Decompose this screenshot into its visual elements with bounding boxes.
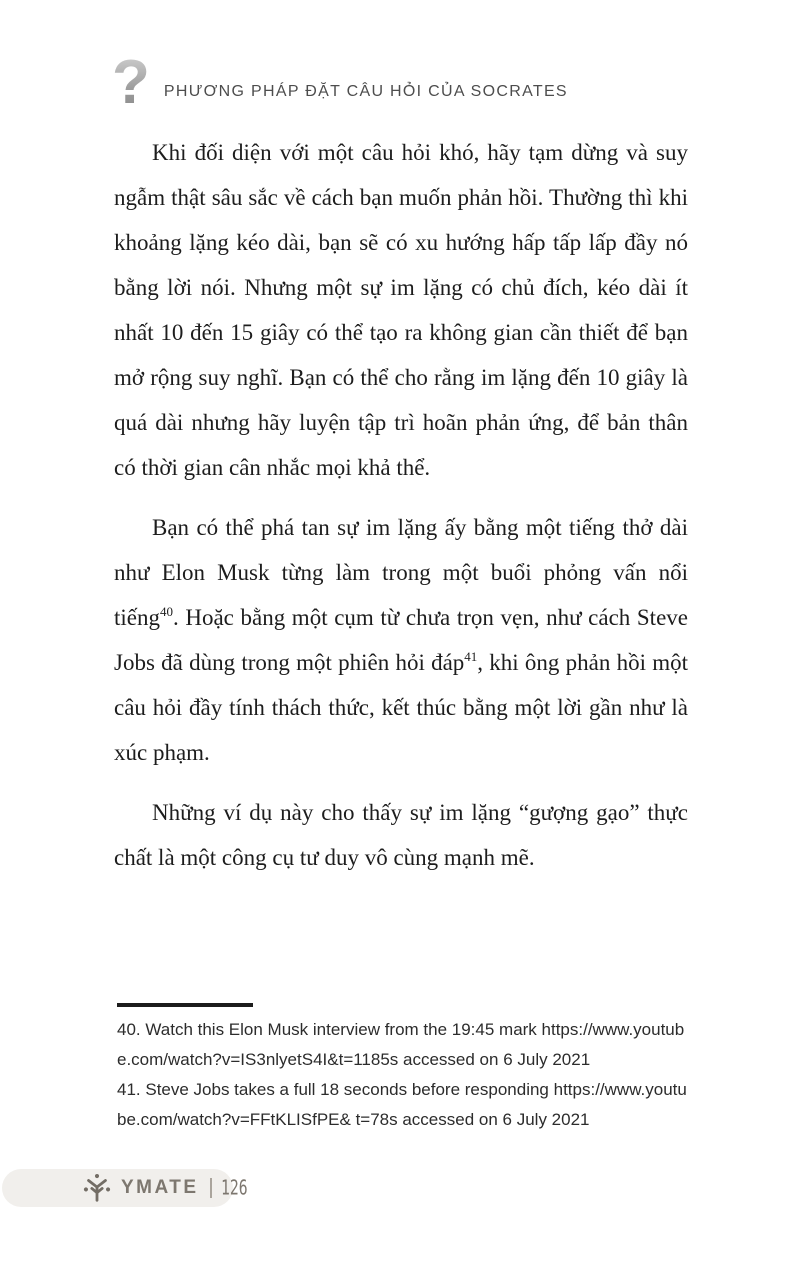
footnote-ref-40: 40 <box>160 604 173 619</box>
paragraph-2-text: , khi ông phản hồi một câu hỏi đầy tính thách thức, kết thúc bằng một lời gần như là xúc phạm. <box>114 650 688 765</box>
paragraph-2 <box>114 505 688 775</box>
ymate-logo-icon <box>82 1173 112 1203</box>
footer-divider <box>210 1178 212 1198</box>
footnotes-section <box>117 1003 692 1135</box>
footer-content <box>82 1173 253 1203</box>
paragraph-2-text: . Hoặc bằng một cụm từ chưa trọn vẹn, như cách Steve Jobs đã dùng trong một phiên hỏi đáp <box>114 605 688 675</box>
paragraph-3 <box>114 790 688 880</box>
chapter-title: PHƯƠNG PHÁP ĐẶT CÂU HỎI CỦA SOCRATES <box>163 83 568 100</box>
paragraph-1-text: Khi đối diện với một câu hỏi khó, hãy tạm dừng và suy ngẫm thật sâu sắc về cách bạn muốn phản hồi. Thường thì khi khoảng lặng kéo dài, bạn sẽ có xu hướng hấp tấp lấp đầy nó bằng lời nói. Nhưng một sự im lặng có chủ đích, kéo dài ít nhất 10 đến 15 giây có thể tạo ra không gian cần thiết để bạn mở rộng suy nghĩ. Bạn có thể cho rằng im lặng đến 10 giây là quá dài nhưng hãy luyện tập trì hoãn phản ứng, để bản thân có thời gian cân nhắc mọi khả thể. <box>114 140 688 480</box>
page-number: 126 <box>220 1176 248 1200</box>
paragraph-3-text: Những ví dụ này cho thấy sự im lặng “gượng gạo” thực chất là một công cụ tư duy vô cùng mạnh mẽ. <box>114 800 688 870</box>
body-text <box>114 130 688 895</box>
footnote-40: 40. Watch this Elon Musk interview from the 19:45 mark https://www.youtube.com/watch?v=IS3nlyetS4I&t=1185s accessed on 6 July 2021 <box>117 1020 685 1069</box>
question-mark-icon: ? <box>112 48 150 117</box>
footer-pill <box>2 1169 248 1207</box>
footnote-separator <box>117 1003 253 1007</box>
paragraph-2-text: Bạn có thể phá tan sự im lặng ấy bằng một tiếng thở dài như Elon Musk từng làm trong một buổi phỏng vấn nổi tiếng <box>114 515 688 630</box>
footnote-41: 41. Steve Jobs takes a full 18 seconds before responding https://www.youtube.com/watch?v=FFtKLISfPE& t=78s accessed on 6 July 2021 <box>117 1080 687 1129</box>
chapter-header <box>112 48 568 117</box>
footnote-ref-41: 41 <box>464 649 478 664</box>
brand-name: YMATE <box>121 1177 199 1198</box>
paragraph-1 <box>114 130 688 490</box>
